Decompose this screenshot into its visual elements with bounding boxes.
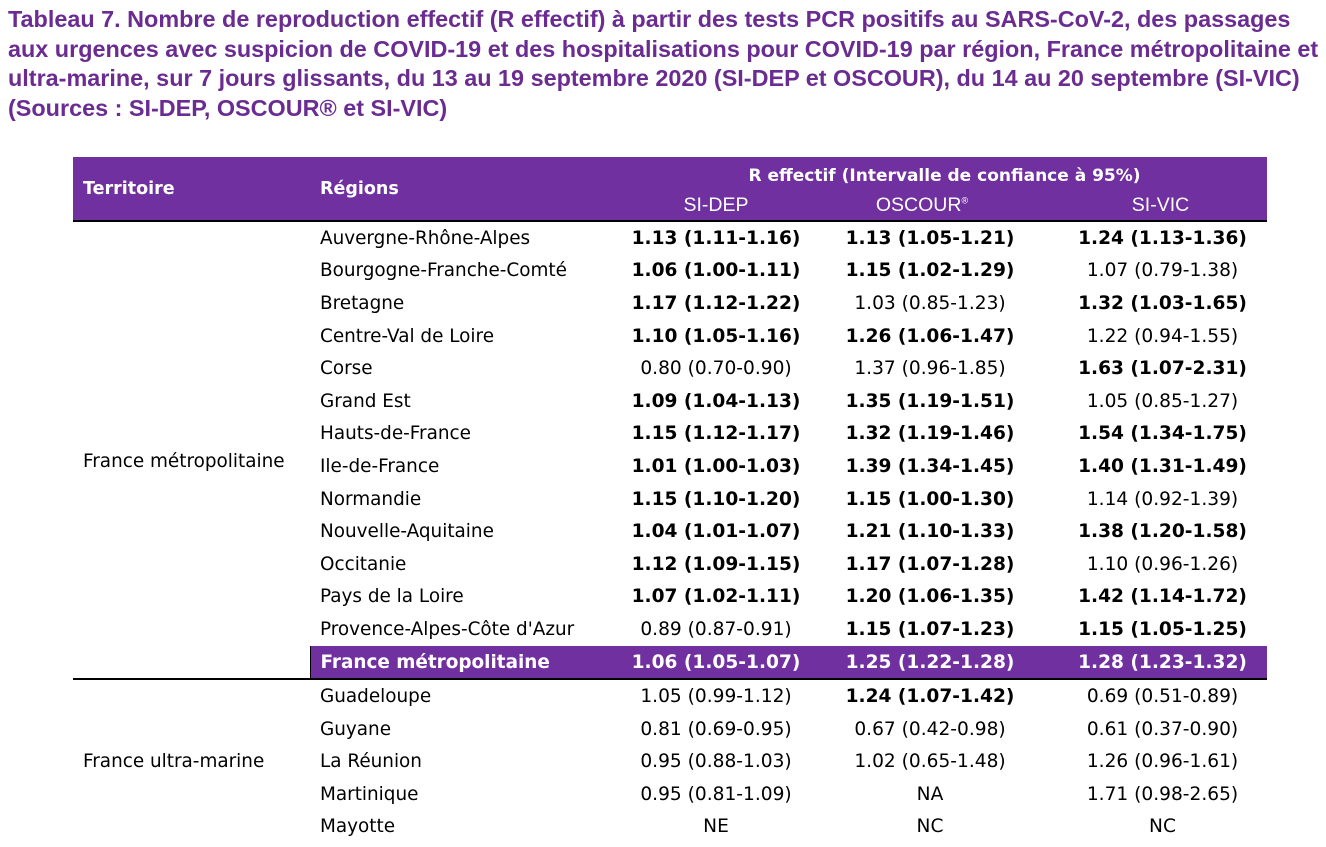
- value-oscour: 0.67 (0.42-0.98): [854, 718, 1006, 740]
- total-value-si-dep: 1.06 (1.05-1.07): [622, 646, 830, 680]
- table-caption: Tableau 7. Nombre de reproduction effectif (R effectif) à partir des tests PCR positifs au SARS-CoV-2, des passages aux urgences avec suspicion de COVID-19 et des hospitalisations pour COVID-19 par région, France métropolitaine et ultra-marine, sur 7 jours glissants, du 13 au 19 septembre 2020 (SI-DEP et OSCOUR), du 14 au 20 septembre (SI-VIC) (Sources : SI-DEP, OSCOUR® et SI-VIC): [8, 6, 1319, 121]
- value-oscour: 1.21 (1.10-1.33): [845, 521, 1015, 543]
- header-r-effectif: R effectif (Intervalle de confiance à 95%): [622, 157, 1267, 191]
- value-si-dep: 1.07 (1.02-1.11): [631, 586, 801, 608]
- value-si-dep: 1.17 (1.12-1.22): [631, 292, 801, 314]
- value-si-dep: 1.09 (1.04-1.13): [631, 390, 801, 412]
- value-oscour: 1.15 (1.02-1.29): [845, 260, 1015, 282]
- value-si-dep: NE: [703, 816, 729, 838]
- value-si-dep: 0.89 (0.87-0.91): [640, 618, 792, 640]
- value-oscour: 1.15 (1.07-1.23): [845, 618, 1015, 640]
- value-si-dep: 1.05 (0.99-1.12): [622, 679, 830, 713]
- value-si-vic: 1.38 (1.20-1.58): [1078, 521, 1247, 543]
- value-si-dep: 1.10 (1.05-1.16): [631, 325, 801, 347]
- region-cell: Centre-Val de Loire: [320, 325, 495, 347]
- value-si-vic: 0.69 (0.51-0.89): [1054, 679, 1267, 713]
- value-oscour: 1.26 (1.06-1.47): [845, 325, 1015, 347]
- region-cell: Provence-Alpes-Côte d'Azur: [320, 618, 575, 640]
- value-si-dep: 0.80 (0.70-0.90): [640, 358, 792, 380]
- territoire-cell: France métropolitaine: [73, 221, 310, 679]
- value-si-vic: 1.05 (0.85-1.27): [1086, 390, 1239, 412]
- value-si-dep: 0.95 (0.81-1.09): [640, 783, 792, 805]
- header-regions: Régions: [310, 157, 622, 221]
- value-si-vic: 1.10 (0.96-1.26): [1086, 553, 1239, 575]
- region-cell: Ile-de-France: [320, 455, 440, 477]
- header-territoire: Territoire: [73, 157, 310, 221]
- value-si-vic: 1.63 (1.07-2.31): [1078, 358, 1247, 380]
- header-source-si-vic: SI-VIC: [1054, 191, 1267, 221]
- value-si-vic: 1.26 (0.96-1.61): [1086, 751, 1239, 773]
- territoire-cell: France ultra-marine: [73, 679, 310, 843]
- value-oscour: 1.03 (0.85-1.23): [854, 292, 1006, 314]
- value-oscour: 1.13 (1.05-1.21): [830, 221, 1054, 255]
- value-oscour: NC: [916, 816, 944, 838]
- region-cell: Auvergne-Rhône-Alpes: [310, 221, 622, 255]
- table-row: [73, 221, 1267, 255]
- value-oscour: 1.37 (0.96-1.85): [854, 358, 1006, 380]
- value-oscour: 1.15 (1.00-1.30): [845, 488, 1015, 510]
- region-cell: Normandie: [320, 488, 422, 510]
- header-source-oscour: [830, 191, 1054, 221]
- value-oscour: 1.32 (1.19-1.46): [845, 423, 1015, 445]
- region-cell: Mayotte: [320, 816, 396, 838]
- value-si-dep: 1.13 (1.11-1.16): [622, 221, 830, 255]
- region-cell: Bourgogne-Franche-Comté: [320, 260, 567, 282]
- table-row: [73, 679, 1267, 713]
- value-si-vic: 1.40 (1.31-1.49): [1078, 455, 1247, 477]
- total-region-cell: France métropolitaine: [310, 646, 622, 680]
- value-si-vic: NC: [1149, 816, 1176, 838]
- region-cell: Occitanie: [320, 553, 407, 575]
- value-si-dep: 1.15 (1.10-1.20): [631, 488, 801, 510]
- value-oscour: 1.39 (1.34-1.45): [845, 455, 1015, 477]
- value-si-dep: 1.12 (1.09-1.15): [631, 553, 801, 575]
- value-si-dep: 1.04 (1.01-1.07): [631, 521, 801, 543]
- value-oscour: 1.20 (1.06-1.35): [845, 586, 1015, 608]
- value-si-vic: 1.15 (1.05-1.25): [1078, 618, 1247, 640]
- value-si-vic: 1.54 (1.34-1.75): [1078, 423, 1247, 445]
- value-si-vic: 1.71 (0.98-2.65): [1086, 783, 1239, 805]
- value-si-vic: 0.61 (0.37-0.90): [1086, 718, 1239, 740]
- value-oscour: 1.24 (1.07-1.42): [830, 679, 1054, 713]
- value-si-vic: 1.24 (1.13-1.36): [1054, 221, 1267, 255]
- value-oscour: 1.17 (1.07-1.28): [845, 553, 1015, 575]
- value-si-vic: 1.22 (0.94-1.55): [1086, 325, 1239, 347]
- value-si-vic: 1.07 (0.79-1.38): [1086, 260, 1239, 282]
- region-cell: Grand Est: [320, 390, 411, 412]
- value-si-vic: 1.42 (1.14-1.72): [1078, 586, 1247, 608]
- value-oscour: 1.35 (1.19-1.51): [845, 390, 1015, 412]
- region-cell: Martinique: [320, 783, 419, 805]
- value-si-vic: 1.14 (0.92-1.39): [1086, 488, 1239, 510]
- region-cell: Corse: [320, 358, 373, 380]
- header-source-si-dep: SI-DEP: [622, 191, 830, 221]
- value-si-vic: 1.32 (1.03-1.65): [1078, 292, 1247, 314]
- total-value-si-vic: 1.28 (1.23-1.32): [1054, 646, 1267, 680]
- region-cell: Nouvelle-Aquitaine: [320, 521, 494, 543]
- region-cell: Guyane: [320, 718, 392, 740]
- region-cell: Hauts-de-France: [320, 423, 471, 445]
- region-cell: Guadeloupe: [310, 679, 622, 713]
- region-cell: Bretagne: [320, 292, 405, 314]
- value-si-dep: 1.06 (1.00-1.11): [631, 260, 801, 282]
- region-cell: La Réunion: [320, 751, 422, 773]
- value-si-dep: 0.81 (0.69-0.95): [640, 718, 792, 740]
- header-source-oscour-label: OSCOUR: [875, 194, 962, 216]
- total-value-oscour: 1.25 (1.22-1.28): [830, 646, 1054, 680]
- region-cell: Pays de la Loire: [320, 586, 464, 608]
- value-si-dep: 1.15 (1.12-1.17): [631, 423, 801, 445]
- value-oscour: NA: [916, 783, 944, 805]
- value-si-dep: 1.01 (1.00-1.03): [631, 455, 801, 477]
- r-effectif-table: [73, 157, 1267, 843]
- registered-mark: ®: [961, 195, 969, 206]
- value-oscour: 1.02 (0.65-1.48): [854, 751, 1006, 773]
- value-si-dep: 0.95 (0.88-1.03): [640, 751, 792, 773]
